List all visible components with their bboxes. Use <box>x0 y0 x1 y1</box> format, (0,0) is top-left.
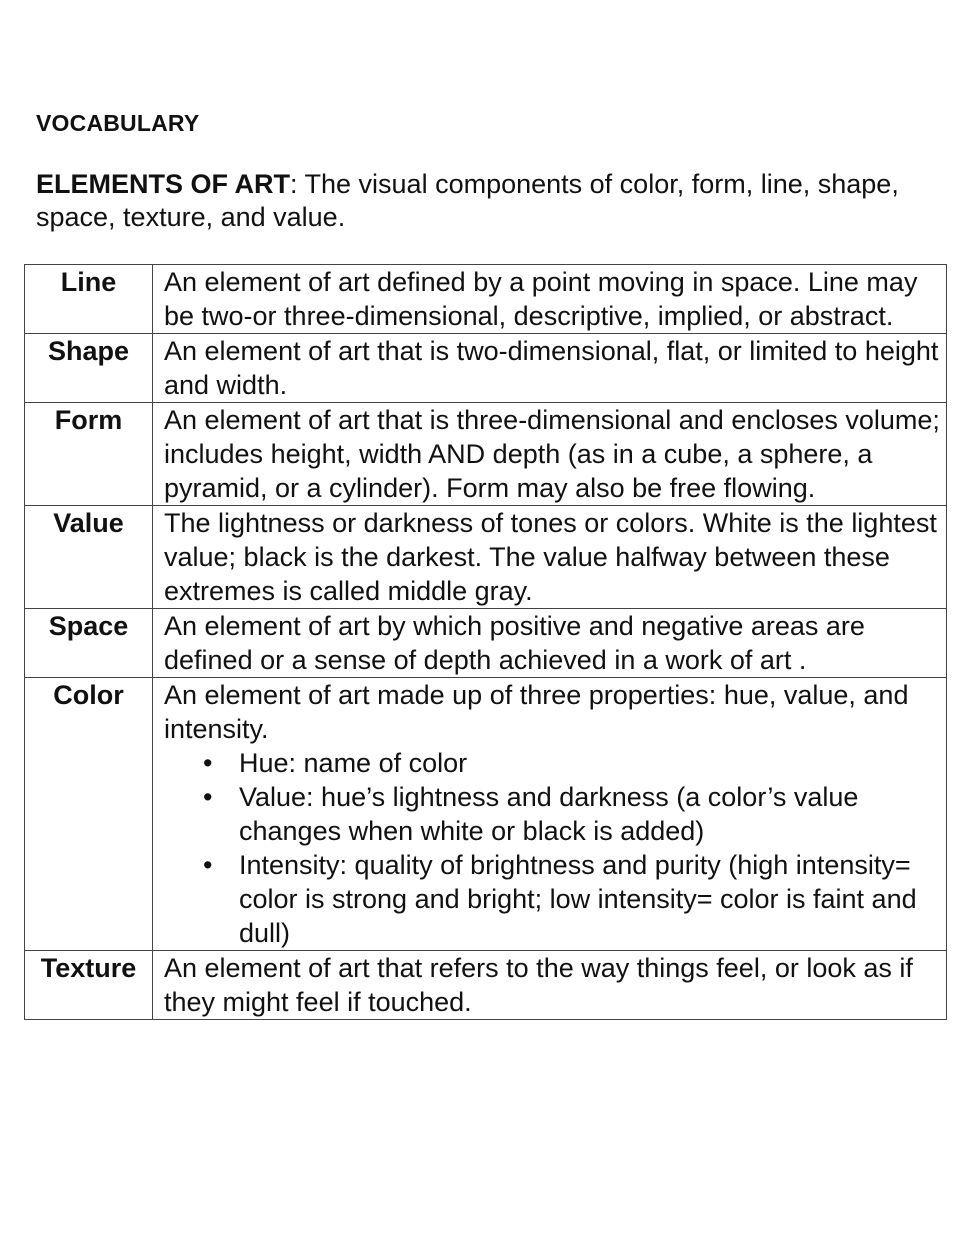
term-cell: Form <box>25 403 153 506</box>
table-row-line <box>25 265 947 334</box>
definition-cell: An element of art that is three-dimensional and encloses volume; includes height, width AND depth (as in a cube, a sphere, a pyramid, or a cylinder). Form may also be free flowing. <box>153 403 947 506</box>
bullet-icon: • <box>203 748 213 778</box>
definition-cell <box>153 678 947 951</box>
list-item <box>203 746 940 780</box>
term-cell: Texture <box>25 951 153 1020</box>
bullet-icon: • <box>203 782 213 812</box>
list-item-text: Intensity: quality of brightness and purity (high intensity= color is strong and bright; low intensity= color is faint and dull) <box>239 850 917 948</box>
term-cell: Value <box>25 506 153 609</box>
intro-paragraph <box>36 168 936 234</box>
intro-term: ELEMENTS OF ART <box>36 169 290 199</box>
list-item <box>203 780 940 848</box>
definition-cell: An element of art by which positive and negative areas are defined or a sense of depth achieved in a work of art . <box>153 609 947 678</box>
table-row-form <box>25 403 947 506</box>
term-cell: Space <box>25 609 153 678</box>
intro-text: : The visual components of color, form, line, shape, space, texture, and value. <box>36 169 899 232</box>
vocabulary-table <box>24 264 947 1020</box>
bullet-icon: • <box>203 850 213 880</box>
table-row-color <box>25 678 947 951</box>
color-properties-list <box>164 746 940 950</box>
table-row-space <box>25 609 947 678</box>
color-definition-text: An element of art made up of three properties: hue, value, and intensity. <box>164 680 909 744</box>
term-cell: Line <box>25 265 153 334</box>
definition-cell: An element of art that is two-dimensional, flat, or limited to height and width. <box>153 334 947 403</box>
definition-cell: An element of art defined by a point moving in space. Line may be two-or three-dimensional, descriptive, implied, or abstract. <box>153 265 947 334</box>
table-row-value <box>25 506 947 609</box>
list-item-text: Hue: name of color <box>239 748 468 778</box>
term-cell: Color <box>25 678 153 951</box>
list-item <box>203 848 940 950</box>
definition-cell: The lightness or darkness of tones or colors. White is the lightest value; black is the darkest. The value halfway between these extremes is called middle gray. <box>153 506 947 609</box>
page-heading: VOCABULARY <box>36 110 200 136</box>
table-row-texture <box>25 951 947 1020</box>
list-item-text: Value: hue’s lightness and darkness (a color’s value changes when white or black is added) <box>239 782 859 846</box>
table-row-shape <box>25 334 947 403</box>
term-cell: Shape <box>25 334 153 403</box>
definition-cell: An element of art that refers to the way things feel, or look as if they might feel if touched. <box>153 951 947 1020</box>
